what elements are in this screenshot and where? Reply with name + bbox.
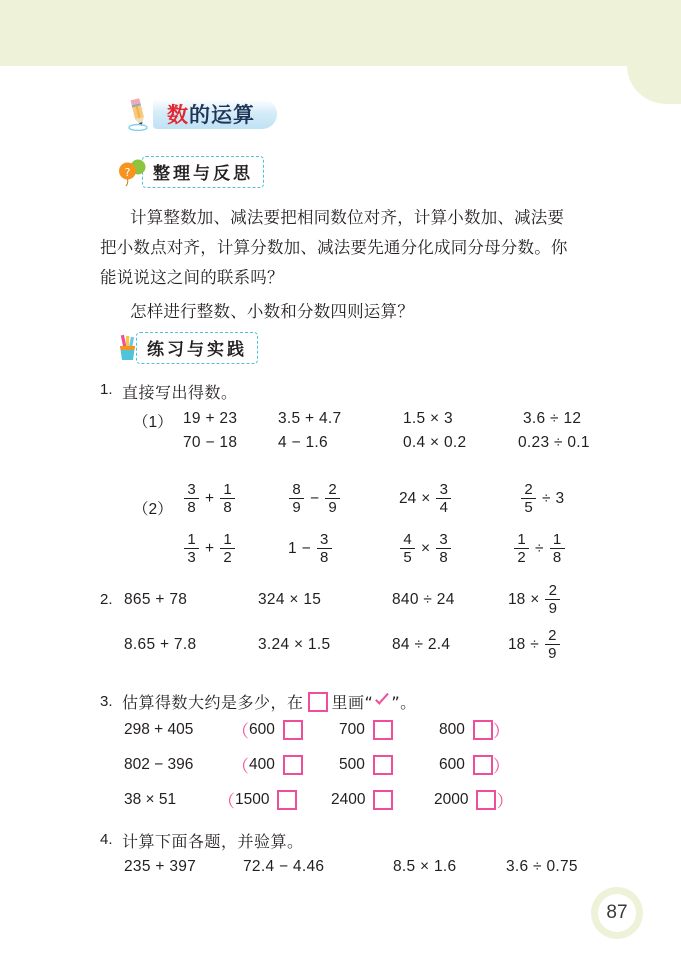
option-value: 400 [249,755,275,773]
option-3-1-1[interactable] [249,720,339,740]
frac-expr-1-1-1 [183,482,236,515]
expr-1-1-3: 1.5 × 3 [403,410,453,427]
operator: ÷ [530,635,539,653]
option-3-3-1[interactable] [235,790,331,810]
title-text-red: 数 [167,103,189,127]
expr-2-2-2: 3.24 × 1.5 [258,636,331,653]
section-label-reflect: 整理与反思 [153,164,253,184]
section-header-practice [114,333,258,363]
section-label-box-reflect [142,156,264,188]
svg-text:?: ? [124,166,131,179]
checkbox[interactable] [473,720,493,740]
page-number-inner [598,894,636,932]
top-decorative-band [0,0,681,66]
exercise-4-number: 4. [100,831,113,848]
checkbox[interactable] [373,790,393,810]
page-number-badge [591,887,643,939]
fraction: $\frac{4}{5}$ [400,532,415,565]
checkbox[interactable] [277,790,297,810]
top-band-corner-tail [627,66,681,104]
exercise-3-number: 3. [100,693,113,710]
option-value: 500 [339,755,365,773]
frac-expr-1-1-2 [288,482,341,515]
close-paren: ） [492,757,510,776]
fraction: $\frac{1}{2}$ [220,532,235,565]
page-title-banner [125,97,277,131]
expr-2-1-3: 840 ÷ 24 [392,591,455,608]
expr-1-2-3: 0.4 × 0.2 [403,434,467,451]
fraction: $\frac{8}{9}$ [289,482,304,515]
checkbox[interactable] [373,720,393,740]
frac-expr-2-2-4 [508,628,561,661]
option-value: 600 [249,720,275,738]
expr-2-2-1: 8.65 + 7.8 [124,636,197,653]
expr-1-1-4: 3.6 ÷ 12 [523,410,582,427]
fraction: $\frac{3}{8}$ [436,532,451,565]
integer: 18 [508,635,526,653]
frac-expr-1-2-4 [513,532,566,565]
pencil-icon [125,97,151,131]
option-3-1-2[interactable] [339,720,439,740]
expr-4-2: 72.4 − 4.46 [243,858,325,875]
expr-1-2-4: 0.23 ÷ 0.1 [518,434,590,451]
frac-expr-1-1-4 [520,482,564,515]
fraction: $\frac{3}{4}$ [436,482,451,515]
fraction: $\frac{1}{8}$ [550,532,565,565]
frac-expr-1-1-3 [399,482,452,515]
operator: ÷ [542,489,551,507]
integer: 3 [555,489,565,507]
expr-2-2-3: 84 ÷ 2.4 [392,636,451,653]
title-plate [153,99,277,129]
operator: × [530,590,540,608]
checkbox-inline-example[interactable] [308,692,328,712]
option-value: 700 [339,720,365,738]
open-paren: （ [232,757,249,776]
fraction: $\frac{3}{8}$ [184,482,199,515]
fraction: $\frac{2}{9}$ [325,482,340,515]
integer: 18 [508,590,526,608]
operator: + [205,539,215,557]
option-3-3-2[interactable] [331,790,434,810]
checkbox[interactable] [373,755,393,775]
option-3-3-3[interactable] [434,790,496,810]
operator: − [310,489,320,507]
page-number: 87 [606,902,628,923]
checkbox[interactable] [473,755,493,775]
integer: 24 [399,489,417,507]
expr-2-1-2: 324 × 15 [258,591,322,608]
frac-expr-1-2-1 [183,532,236,565]
operator: ÷ [535,539,544,557]
section-label-box-practice [136,332,258,364]
checkbox[interactable] [283,720,303,740]
exercise-1-group2-label: （2） [133,501,173,518]
paragraph-line-1: 计算整数加、减法要把相同数位对齐，计算小数加、减法要 [130,208,565,227]
operator: − [301,539,311,557]
fraction: $\frac{3}{8}$ [317,532,332,565]
exercise-1-title: 直接写出得数。 [122,383,238,402]
exercise-3-title [122,690,417,713]
expr-3-1: 298 + 405 [124,720,194,738]
section-header-reflect [118,157,264,187]
exercise-3-title-part1: 估算得数大约是多少，在 [122,693,304,712]
paragraph-line-3: 能说说这之间的联系吗？ [100,268,284,287]
section-label-practice: 练习与实践 [147,340,247,360]
close-paren: ） [492,722,510,741]
expr-4-1: 235 + 397 [124,858,197,875]
exercise-2-number: 2. [100,591,113,608]
integer: 1 [288,539,297,557]
fraction: $\frac{2}{9}$ [545,628,560,661]
frac-expr-2-1-4 [508,583,561,616]
exercise-3-row-3 [124,787,513,812]
frac-expr-1-2-3 [399,532,452,565]
fraction: $\frac{1}{3}$ [184,532,199,565]
option-value: 1500 [235,790,270,808]
exercise-3-row-1 [124,717,510,742]
expr-1-1-1: 19 + 23 [183,410,238,427]
balloons-icon [118,157,148,187]
option-value: 600 [439,755,465,773]
option-3-2-1[interactable] [249,755,339,775]
checkbox[interactable] [476,790,496,810]
close-paren: ） [496,792,514,811]
option-3-2-2[interactable] [339,755,439,775]
operator: × [421,539,431,557]
title-text-dark: 的运算 [189,103,255,127]
checkmark-icon [373,695,391,709]
expr-4-4: 3.6 ÷ 0.75 [506,858,578,875]
fraction: $\frac{1}{2}$ [514,532,529,565]
option-value: 2000 [434,790,469,808]
open-paren: （ [232,722,249,741]
exercise-1-group1-label: （1） [133,414,173,431]
expr-1-2-2: 4 − 1.6 [278,434,328,451]
exercise-1-number: 1. [100,381,113,398]
exercise-3-title-part3: ”。 [391,693,417,712]
paragraph-line-2: 把小数点对齐，计算分数加、减法要先通分化成同分母分数。你 [100,238,568,257]
option-3-1-3[interactable] [439,720,493,740]
expr-3-3: 38 × 51 [124,790,177,808]
fraction: $\frac{1}{8}$ [220,482,235,515]
operator: × [421,489,431,507]
exercise-3-row-2 [124,752,510,777]
expr-3-2: 802 − 396 [124,755,194,773]
option-3-2-3[interactable] [439,755,493,775]
operator: + [205,489,215,507]
pencil-cup-icon [114,333,142,363]
fraction: $\frac{2}{9}$ [545,583,560,616]
fraction: $\frac{2}{5}$ [521,482,536,515]
option-value: 2400 [331,790,366,808]
checkbox[interactable] [283,755,303,775]
exercise-4-title: 计算下面各题，并验算。 [122,832,304,851]
expr-1-2-1: 70 − 18 [183,434,238,451]
exercise-3-title-part2: 里画“ [331,693,374,712]
expr-4-3: 8.5 × 1.6 [393,858,457,875]
paragraph-line-4: 怎样进行整数、小数和分数四则运算？ [130,302,414,321]
frac-expr-1-2-2 [288,532,333,565]
expr-1-1-2: 3.5 + 4.7 [278,410,342,427]
expr-2-1-1: 865 + 78 [124,591,188,608]
option-value: 800 [439,720,465,738]
open-paren: （ [218,792,235,811]
